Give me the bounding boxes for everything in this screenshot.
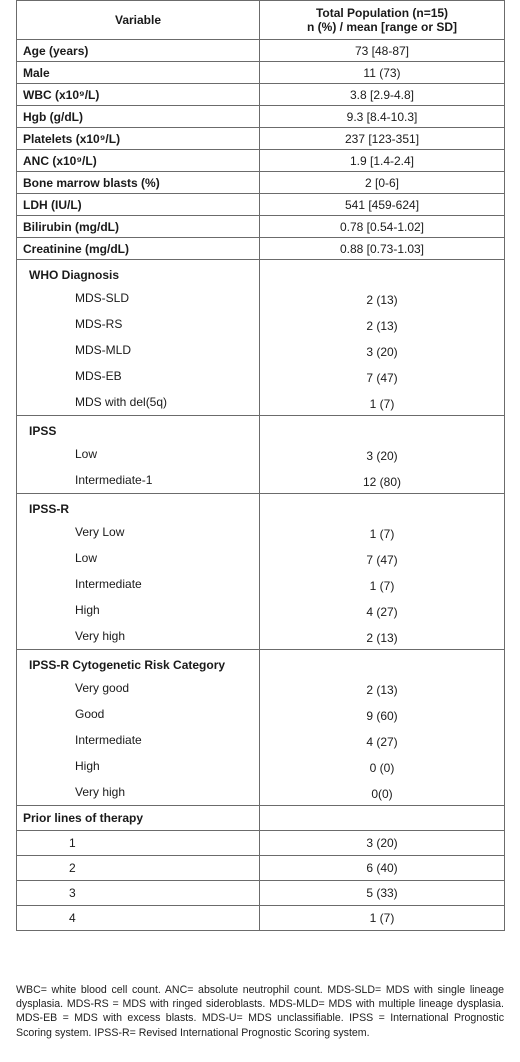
- group-item-label: Intermediate: [75, 733, 142, 747]
- table-row: [17, 150, 505, 172]
- group-item-label: MDS with del(5q): [75, 395, 168, 409]
- row-label: Platelets (x10⁹/L): [17, 128, 260, 150]
- table-row: [17, 40, 505, 62]
- group-item-label: Intermediate-1: [75, 473, 153, 487]
- row-value: 3.8 [2.9-4.8]: [260, 84, 505, 106]
- footnote: WBC= white blood cell count. ANC= absolute neutrophil count. MDS-SLD= MDS with single lineage dysplasia. MDS-RS = MDS with ringed sideroblasts. MDS-MLD= MDS with multiple lineage dysplasia. MDS-EB = MDS with excess blasts. MDS-U= MDS unclassifiable. IPSS = International Prognostic Scoring system. IPSS-R= Revised International Prognostic Scoring system.: [16, 984, 504, 1039]
- row-value: 1 (7): [260, 906, 505, 931]
- group-item-value: 2 (13): [366, 683, 398, 697]
- table-row: [17, 906, 505, 931]
- group-title: IPSS-R Cytogenetic Risk Category: [29, 658, 226, 672]
- row-label: WBC (x10⁹/L): [17, 84, 260, 106]
- row-value: 0.78 [0.54-1.02]: [260, 216, 505, 238]
- row-label: ANC (x10⁹/L): [17, 150, 260, 172]
- group-title: IPSS-R: [29, 502, 70, 516]
- group-who-diagnosis: [17, 260, 505, 416]
- group-item-label: MDS-RS: [75, 317, 123, 331]
- group-labels: [17, 260, 260, 416]
- row-label: 4: [17, 906, 260, 931]
- table-row: [17, 106, 505, 128]
- group-title: WHO Diagnosis: [29, 268, 120, 282]
- group-item-value: 1 (7): [369, 397, 395, 411]
- group-item-value: 1 (7): [369, 579, 395, 593]
- table-row: [17, 62, 505, 84]
- group-ipss-r: [17, 494, 505, 650]
- group-title: IPSS: [29, 424, 57, 438]
- row-label: Age (years): [17, 40, 260, 62]
- group-item-label: Intermediate: [75, 577, 142, 591]
- group-values: [260, 260, 505, 416]
- row-value: 237 [123-351]: [260, 128, 505, 150]
- group-item-label: Very Low: [75, 525, 125, 539]
- group-item-label: Very high: [75, 785, 126, 799]
- row-value: 11 (73): [260, 62, 505, 84]
- table-row: [17, 831, 505, 856]
- baseline-characteristics-table: [16, 0, 505, 931]
- row-label: 2: [17, 856, 260, 881]
- row-label: Creatinine (mg/dL): [17, 238, 260, 260]
- group-item-value: 3 (20): [366, 449, 398, 463]
- table-row: [17, 856, 505, 881]
- group-item-value: 2 (13): [366, 631, 398, 645]
- header-variable: Variable: [17, 1, 260, 40]
- group-cytogenetic-risk: [17, 650, 505, 806]
- row-label: Bilirubin (mg/dL): [17, 216, 260, 238]
- group-item-value: 2 (13): [366, 319, 398, 333]
- group-item-value: 4 (27): [366, 735, 398, 749]
- group-item-label: Good: [75, 707, 105, 721]
- group-item-label: High: [75, 759, 100, 773]
- row-value: 6 (40): [260, 856, 505, 881]
- group-item-value: 7 (47): [366, 371, 398, 385]
- group-labels: [17, 650, 260, 806]
- table-row: [17, 238, 505, 260]
- row-value: 3 (20): [260, 831, 505, 856]
- group-item-value: 4 (27): [366, 605, 398, 619]
- table-row: [17, 216, 505, 238]
- group-labels: [17, 416, 260, 494]
- group-item-value: 2 (13): [366, 293, 398, 307]
- table-row: [17, 128, 505, 150]
- row-value: 1.9 [1.4-2.4]: [260, 150, 505, 172]
- row-value: 541 [459-624]: [260, 194, 505, 216]
- group-ipss: [17, 416, 505, 494]
- header-total-population: [260, 1, 505, 40]
- table-row: [17, 84, 505, 106]
- group-values: [260, 494, 505, 650]
- row-label: 1: [17, 831, 260, 856]
- row-label: 3: [17, 881, 260, 906]
- group-item-label: Very good: [75, 681, 130, 695]
- group-item-value: 1 (7): [369, 527, 395, 541]
- group-item-label: Low: [75, 551, 98, 565]
- group-item-label: Low: [75, 447, 98, 461]
- group-labels: [17, 494, 260, 650]
- row-value: 5 (33): [260, 881, 505, 906]
- group-prior-lines: [17, 806, 505, 831]
- group-item-label: Very high: [75, 629, 126, 643]
- group-item-value: 0 (0): [369, 761, 395, 775]
- row-value: 9.3 [8.4-10.3]: [260, 106, 505, 128]
- row-label: Hgb (g/dL): [17, 106, 260, 128]
- group-values: [260, 650, 505, 806]
- row-label: LDH (IU/L): [17, 194, 260, 216]
- group-item-value: 0(0): [371, 787, 393, 801]
- group-item-label: High: [75, 603, 100, 617]
- table-header-row: [17, 1, 505, 40]
- group-values: [260, 416, 505, 494]
- group-item-label: MDS-MLD: [75, 343, 131, 357]
- row-value: 0.88 [0.73-1.03]: [260, 238, 505, 260]
- group-item-value: 3 (20): [366, 345, 398, 359]
- group-item-value: 12 (80): [362, 475, 402, 489]
- table-row: [17, 881, 505, 906]
- header-total-line1: Total Population (n=15): [315, 6, 449, 20]
- group-item-label: MDS-EB: [75, 369, 122, 383]
- header-total-line2: n (%) / mean [range or SD]: [306, 20, 458, 34]
- row-label: Bone marrow blasts (%): [17, 172, 260, 194]
- table-row: [17, 194, 505, 216]
- row-value: 2 [0-6]: [260, 172, 505, 194]
- group-item-value: 7 (47): [366, 553, 398, 567]
- table-row: [17, 172, 505, 194]
- group-title: Prior lines of therapy: [17, 806, 260, 831]
- group-item-label: MDS-SLD: [75, 291, 130, 305]
- row-label: Male: [17, 62, 260, 84]
- group-item-value: 9 (60): [366, 709, 398, 723]
- row-value: 73 [48-87]: [260, 40, 505, 62]
- group-title-value: [260, 806, 505, 831]
